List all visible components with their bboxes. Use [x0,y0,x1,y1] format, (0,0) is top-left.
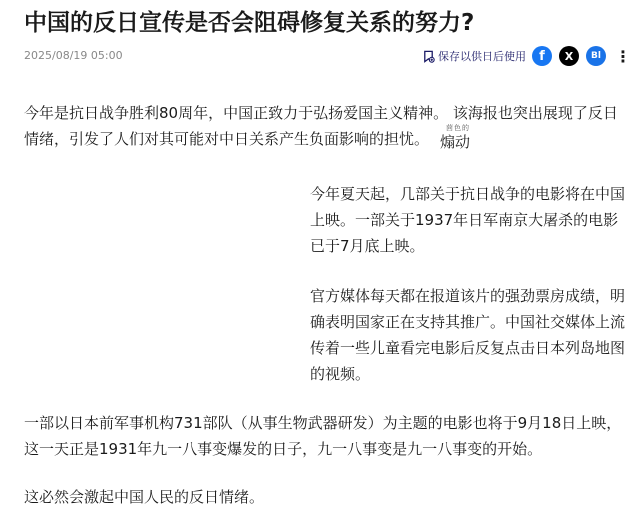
bi-icon: Bl [591,51,601,61]
save-for-later-button[interactable] [422,46,526,66]
article-meta-row [24,46,631,66]
annotated-word: 煽动 [440,133,471,151]
article-title: 中国的反日宣传是否会阻碍修复关系的努力? [24,10,475,36]
share-bi-button[interactable] [586,46,606,66]
article-paragraph-3: 官方媒体每天都在报道该片的强劲票房成绩，明确表明国家正在支持其推广。中国社交媒体上流传着一些儿童看完电影后反复点击日本列岛地图的视频。 [310,287,626,383]
article-paragraph-2: 今年夏天起，几部关于抗日战争的电影将在中国上映。一部关于1937年日军南京大屠杀的电影已于7月底上映。 [310,185,626,255]
bookmark-icon [422,50,435,63]
facebook-icon: f [539,48,545,64]
more-vertical-icon: ⋮ [615,46,631,66]
share-x-button[interactable] [559,46,579,66]
article-paragraph-4: 一部以日本前军事机构731部队（从事生物武器研发）为主题的电影也将于9月18日上映，这一天正是1931年九一八事变爆发的日子，九一八事变是九一八事变的开始。 [24,414,622,458]
share-facebook-button[interactable] [532,46,552,66]
article-paragraph-5: 这必然会激起中国人民的反日情绪。 [24,488,265,506]
article-timestamp: 2025/08/19 05:00 [24,49,123,62]
more-share-button[interactable] [613,46,633,66]
save-for-later-label: 保存以供日后使用 [438,50,526,63]
article-paragraph-1: 今年是抗日战争胜利80周年，中国正致力于弘扬爱国主义精神。 该海报也突出展现了反日情绪，引发了人们对其可能对中日关系产生负面影响的担忧。 [24,104,618,148]
x-icon: X [564,49,574,63]
ruby-annotation: 茴色的 [446,124,470,132]
